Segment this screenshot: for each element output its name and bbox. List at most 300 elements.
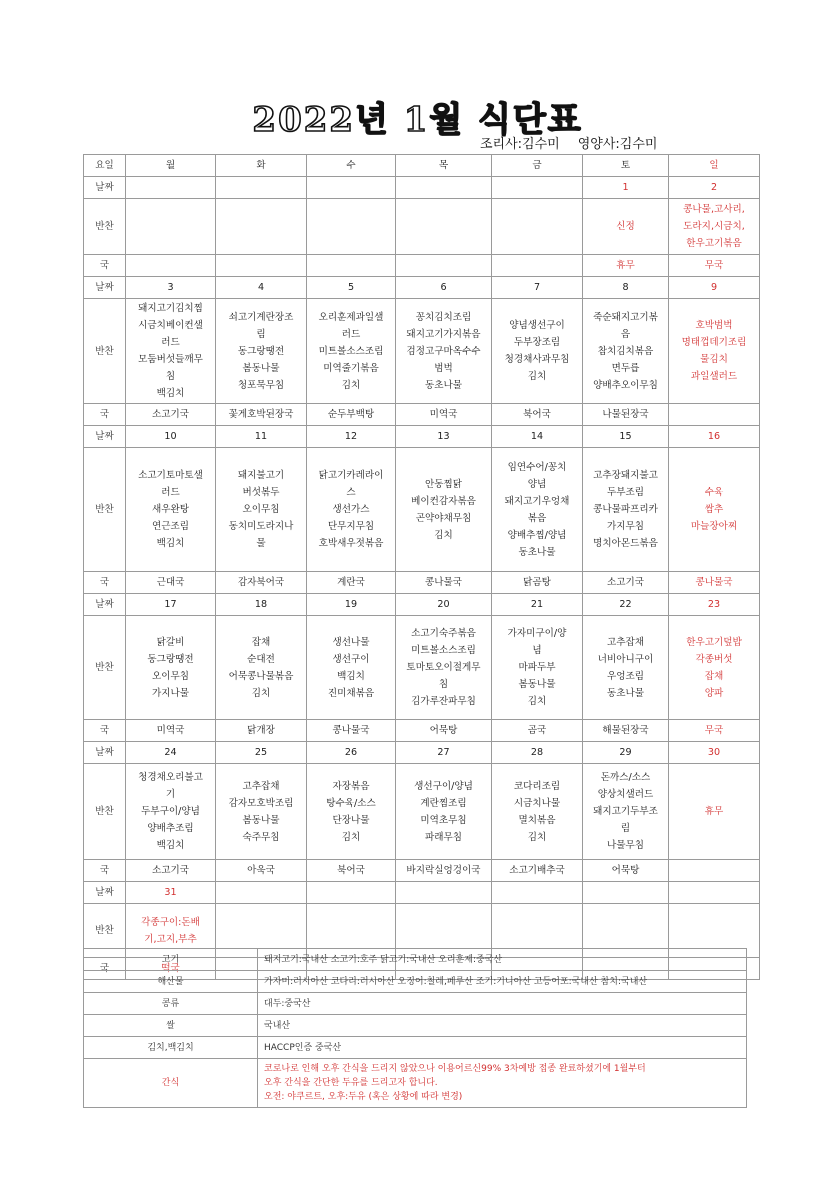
- side-dish-line: 닭갈비: [156, 636, 185, 648]
- side-dish-line: 러드: [161, 337, 180, 348]
- side-dish-line: 생선구이/양념: [414, 780, 473, 792]
- date-cell: 9: [669, 277, 760, 299]
- side-dish-line: 탕수육/소스: [326, 797, 376, 809]
- side-dish-line: 연근조림: [151, 521, 190, 532]
- side-dish-line: 김치: [341, 379, 361, 391]
- date-cell: 20: [396, 594, 492, 616]
- origin-info-line: 오후 간식을 간단한 두유를 드리고자 합니다.: [264, 1078, 438, 1088]
- side-dish-cell: [216, 764, 307, 860]
- origin-info-key: 해산물: [84, 971, 258, 993]
- side-dish-line: 백김치: [337, 670, 365, 682]
- side-dish-line: 계란찜조림: [420, 797, 467, 809]
- soup-cell: [307, 255, 396, 277]
- side-dish-line: 진미채볶음: [327, 687, 375, 699]
- origin-info-row: [84, 971, 747, 993]
- side-dish-cell: [307, 616, 396, 720]
- soup-cell: 곰국: [492, 720, 583, 742]
- side-dish-line: 명태껍데기조림: [681, 337, 747, 348]
- side-dish-line: 쌈추: [704, 504, 724, 515]
- soup-cell: 어묵탕: [396, 720, 492, 742]
- date-row-label: 날짜: [84, 277, 126, 299]
- side-dish-line: 돼지고기두부조: [593, 806, 658, 817]
- side-dish-line: 참치김치볶음: [597, 345, 654, 357]
- date-cell: 14: [492, 426, 583, 448]
- weekday-cell: 금: [492, 155, 583, 177]
- side-dish-line: 청경채오리불고: [138, 772, 203, 783]
- weekday-cell: 월: [126, 155, 216, 177]
- origin-info-key: 고기: [84, 949, 258, 971]
- side-dish-line: 검정고구마옥수수: [406, 345, 481, 357]
- soup-cell: 콩나물국: [396, 572, 492, 594]
- side-dish-cell: [307, 299, 396, 404]
- origin-info-line: 대두:중국산: [264, 998, 311, 1009]
- side-dish-cell: [396, 299, 492, 404]
- side-dish-line: 돈까스/소스: [600, 772, 651, 783]
- date-cell: 18: [216, 594, 307, 616]
- side-dish-row-label: 반찬: [84, 764, 126, 860]
- cook-name: 조리사:김수미: [480, 137, 560, 152]
- side-dish-line: 버섯볶두: [242, 487, 280, 498]
- side-dish-cell: [583, 764, 669, 860]
- menu-table: [83, 154, 760, 980]
- soup-cell: 소고기국: [583, 572, 669, 594]
- side-dish-line: 우엉조림: [606, 670, 645, 682]
- side-dish-line: 가자미구이/양: [507, 628, 567, 639]
- weekday-cell: 일: [669, 155, 760, 177]
- side-dish-line: 감자모호박조림: [228, 797, 294, 809]
- soup-cell: 콩나물국: [307, 720, 396, 742]
- origin-info-line: 오전: 야쿠르트, 오후:두유 (혹은 상황에 따라 변경): [264, 1092, 463, 1102]
- staff-line: [480, 133, 675, 152]
- side-dish-row-label: 반찬: [84, 299, 126, 404]
- side-dish-line: 봄동나물: [242, 362, 280, 374]
- side-dish-cell: [216, 616, 307, 720]
- side-dish-line: 김치: [527, 831, 547, 843]
- date-cell: 25: [216, 742, 307, 764]
- date-cell: 24: [126, 742, 216, 764]
- side-dish-line: 미역초무침: [420, 814, 467, 826]
- side-dish-cell: [669, 764, 760, 860]
- soup-cell: 미역국: [126, 720, 216, 742]
- weekday-header-row: [84, 155, 760, 177]
- side-dish-line: 볶음: [527, 512, 547, 524]
- date-row: [84, 277, 760, 299]
- origin-info-row: [84, 1015, 747, 1037]
- date-cell: 11: [216, 426, 307, 448]
- side-dish-line: 잡채: [704, 670, 724, 682]
- side-dish-cell: [583, 616, 669, 720]
- side-dish-line: 호박범벅: [695, 320, 733, 331]
- soup-cell: [216, 255, 307, 277]
- side-dish-cell: [126, 764, 216, 860]
- soup-row-label: 국: [84, 404, 126, 426]
- side-dish-line: 양배추오이무침: [593, 379, 658, 391]
- side-dish-line: 김치: [251, 687, 271, 699]
- side-dish-line: 동그랑땡전: [147, 653, 194, 665]
- origin-info-line: 국내산: [264, 1020, 291, 1031]
- origin-info-line: HACCP인증 중국산: [264, 1042, 342, 1053]
- nutritionist-name: 영양사:김수미: [577, 137, 658, 152]
- side-dish-line: 오이무침: [242, 504, 280, 515]
- weekday-cell: 화: [216, 155, 307, 177]
- side-dish-row: [84, 299, 760, 404]
- weekday-cell: 목: [396, 155, 492, 177]
- side-dish-line: 양파: [704, 687, 724, 699]
- origin-info-value: [258, 1037, 747, 1059]
- soup-cell: 북어국: [307, 860, 396, 882]
- side-dish-line: 파래무침: [424, 831, 463, 843]
- origin-info-key: 콩류: [84, 993, 258, 1015]
- date-row-label: 날짜: [84, 426, 126, 448]
- side-dish-line: 한우고기볶음: [686, 238, 742, 249]
- side-dish-line: 양배추찜/양념: [507, 529, 567, 541]
- side-dish-line: 자장볶음: [332, 780, 370, 792]
- weekday-cell: 토: [583, 155, 669, 177]
- date-cell: 29: [583, 742, 669, 764]
- side-dish-line: 양배추조림: [147, 823, 194, 834]
- soup-cell: 닭개장: [216, 720, 307, 742]
- soup-row: [84, 720, 760, 742]
- side-dish-line: 두부조림: [606, 487, 645, 498]
- side-dish-line: 두부장조림: [513, 337, 561, 348]
- soup-cell: [669, 404, 760, 426]
- side-dish-line: 잡채: [251, 636, 271, 648]
- side-dish-line: 소고기숙주볶음: [411, 628, 476, 639]
- date-cell: [307, 882, 396, 904]
- date-cell: [396, 177, 492, 199]
- soup-cell: 감자북어국: [216, 572, 307, 594]
- side-dish-row-label: 반찬: [84, 616, 126, 720]
- side-dish-line: 코다리조림: [513, 780, 561, 792]
- side-dish-line: 미역줄기볶음: [323, 362, 379, 374]
- side-dish-line: 림: [256, 328, 266, 340]
- side-dish-line: 김치: [434, 529, 453, 541]
- side-dish-line: 마파두부: [518, 662, 556, 673]
- soup-cell: 나물된장국: [583, 404, 669, 426]
- date-cell: 22: [583, 594, 669, 616]
- side-dish-cell: [307, 764, 396, 860]
- side-dish-cell: [396, 764, 492, 860]
- side-dish-cell: [396, 448, 492, 572]
- date-cell: 3: [126, 277, 216, 299]
- origin-info-row: [84, 1037, 747, 1059]
- side-dish-cell: [126, 448, 216, 572]
- date-cell: 27: [396, 742, 492, 764]
- side-dish-line: 단무지무침: [327, 521, 375, 532]
- side-dish-cell: [396, 616, 492, 720]
- side-dish-line: 명치아몬드볶음: [593, 538, 658, 549]
- side-dish-line: 념: [532, 645, 542, 656]
- side-dish-line: 물김치: [700, 354, 728, 365]
- side-dish-line: 동초나물: [424, 379, 463, 391]
- date-cell: 17: [126, 594, 216, 616]
- origin-info-value: [258, 949, 747, 971]
- date-cell: 26: [307, 742, 396, 764]
- side-dish-line: 토마토오이절게무: [406, 662, 481, 673]
- side-dish-line: 가지무침: [606, 521, 645, 532]
- side-dish-line: 러드: [161, 487, 180, 498]
- side-dish-row-label: 반찬: [84, 448, 126, 572]
- origin-info-key: 김치,백김치: [84, 1037, 258, 1059]
- side-dish-line: 오리훈제과일샐: [318, 311, 384, 323]
- side-dish-line: 침: [165, 371, 176, 382]
- soup-cell: [669, 860, 760, 882]
- side-dish-line: 수육: [704, 487, 724, 498]
- date-cell: [583, 882, 669, 904]
- side-dish-cell: [583, 448, 669, 572]
- side-dish-line: 휴무: [704, 806, 724, 817]
- side-dish-line: 림: [620, 823, 631, 834]
- date-row: [84, 742, 760, 764]
- side-dish-line: 콩나물,고사리,: [683, 204, 745, 215]
- origin-info-value: [258, 1015, 747, 1037]
- side-dish-line: 김치: [527, 696, 547, 707]
- date-cell: 16: [669, 426, 760, 448]
- date-cell: [396, 882, 492, 904]
- side-dish-line: 백김치: [156, 840, 185, 851]
- soup-cell: 순두부백탕: [307, 404, 396, 426]
- soup-cell: 어묵탕: [583, 860, 669, 882]
- side-dish-line: 동그랑땡전: [237, 345, 285, 357]
- side-dish-line: 어묵콩나물볶음: [228, 670, 294, 682]
- origin-info-value: [258, 1059, 747, 1108]
- side-dish-line: 김가루잔파무침: [411, 696, 476, 707]
- side-dish-row: [84, 199, 760, 255]
- date-cell: [307, 177, 396, 199]
- side-dish-cell: [669, 299, 760, 404]
- date-cell: 5: [307, 277, 396, 299]
- date-cell: [492, 882, 583, 904]
- date-cell: [126, 177, 216, 199]
- origin-info-value: [258, 971, 747, 993]
- origin-info-table: [83, 948, 747, 1108]
- soup-row-label: 국: [84, 958, 126, 980]
- side-dish-line: 스: [346, 487, 356, 498]
- side-dish-line: 김치: [341, 831, 361, 843]
- page-title: 2022년 1월 식단표: [252, 100, 583, 140]
- soup-cell: 소고기배추국: [492, 860, 583, 882]
- side-dish-line: 생선나물: [332, 636, 370, 648]
- side-dish-line: 동초나물: [606, 687, 645, 699]
- side-dish-line: 각종구이:돈배: [141, 916, 200, 928]
- side-dish-line: 베이컨감자볶음: [411, 495, 476, 507]
- side-dish-cell: [126, 299, 216, 404]
- date-row-label: 날짜: [84, 742, 126, 764]
- side-dish-cell: [492, 764, 583, 860]
- side-dish-line: 고추장돼지불고: [593, 470, 658, 481]
- soup-cell: 아욱국: [216, 860, 307, 882]
- side-dish-line: 돼지고기가지볶음: [406, 328, 481, 340]
- date-cell: [216, 177, 307, 199]
- date-row: [84, 882, 760, 904]
- date-cell: 1: [583, 177, 669, 199]
- date-cell: [669, 882, 760, 904]
- soup-row: [84, 860, 760, 882]
- side-dish-cell: [492, 448, 583, 572]
- side-dish-line: 범벅: [434, 362, 453, 374]
- date-cell: 19: [307, 594, 396, 616]
- date-cell: 21: [492, 594, 583, 616]
- side-dish-line: 미트볼소스조림: [411, 645, 476, 656]
- date-row-label: 날짜: [84, 177, 126, 199]
- soup-cell: 소고기국: [126, 860, 216, 882]
- date-cell: 15: [583, 426, 669, 448]
- soup-cell: 북어국: [492, 404, 583, 426]
- side-dish-line: 고추잡채: [242, 780, 280, 792]
- side-dish-cell: [669, 448, 760, 572]
- side-dish-cell: [216, 299, 307, 404]
- side-dish-line: 단장나물: [332, 814, 370, 826]
- date-cell: 31: [126, 882, 216, 904]
- side-dish-line: 돼지고기김치찜: [138, 303, 203, 314]
- side-dish-line: 백김치: [156, 388, 185, 399]
- side-dish-line: 미트볼소스조림: [318, 345, 384, 357]
- weekday-label: 요일: [84, 155, 126, 177]
- soup-row-label: 국: [84, 572, 126, 594]
- date-cell: 30: [669, 742, 760, 764]
- side-dish-line: 생선구이: [332, 653, 370, 665]
- side-dish-line: 봄동나물: [518, 679, 556, 690]
- side-dish-line: 쇠고기계란장조: [228, 311, 294, 323]
- side-dish-line: 봄동나물: [242, 814, 280, 826]
- origin-info-value: [258, 993, 747, 1015]
- side-dish-line: 모둠버섯들깨무: [138, 354, 203, 365]
- soup-row-label: 국: [84, 720, 126, 742]
- side-dish-cell: [126, 616, 216, 720]
- side-dish-line: 생선가스: [332, 504, 370, 515]
- origin-info-row: [84, 949, 747, 971]
- side-dish-line: 숙주무침: [242, 831, 280, 843]
- side-dish-line: 소고기토마토샐: [138, 470, 203, 481]
- side-dish-line: 청경채사과무침: [504, 354, 570, 365]
- side-dish-cell: [492, 616, 583, 720]
- date-row: [84, 594, 760, 616]
- side-dish-cell: [307, 199, 396, 255]
- soup-cell: 소고기국: [126, 404, 216, 426]
- soup-cell: 떡국: [126, 958, 216, 980]
- side-dish-line: 러드: [341, 328, 361, 340]
- side-dish-row: [84, 448, 760, 572]
- side-dish-cell: [583, 199, 669, 255]
- side-dish-line: 면두릅: [611, 362, 640, 374]
- side-dish-line: 기,고지,부추: [144, 933, 197, 945]
- side-dish-line: 임연수어/꽁치: [507, 461, 567, 473]
- side-dish-cell: [126, 199, 216, 255]
- side-dish-line: 한우고기덮밥: [686, 636, 742, 648]
- side-dish-line: 새우완탕: [151, 504, 190, 515]
- side-dish-line: 닭고기카레라이: [318, 470, 384, 481]
- side-dish-cell: [492, 199, 583, 255]
- soup-cell: 미역국: [396, 404, 492, 426]
- date-row: [84, 177, 760, 199]
- weekday-cell: 수: [307, 155, 396, 177]
- side-dish-line: 콩나물파프리카: [593, 504, 658, 515]
- side-dish-row: [84, 764, 760, 860]
- soup-cell: [126, 255, 216, 277]
- origin-info-key: 간식: [84, 1059, 258, 1108]
- side-dish-cell: [396, 199, 492, 255]
- side-dish-line: 마늘장아찌: [690, 521, 738, 532]
- soup-row: [84, 255, 760, 277]
- date-cell: 4: [216, 277, 307, 299]
- side-dish-cell: [216, 448, 307, 572]
- soup-cell: 무국: [669, 255, 760, 277]
- soup-row: [84, 572, 760, 594]
- soup-cell: 무국: [669, 720, 760, 742]
- origin-info-row: [84, 993, 747, 1015]
- date-row-label: 날짜: [84, 882, 126, 904]
- date-cell: 6: [396, 277, 492, 299]
- side-dish-cell: [669, 616, 760, 720]
- soup-cell: 계란국: [307, 572, 396, 594]
- side-dish-line: 시금치나물: [513, 797, 561, 809]
- side-dish-line: 너비아니구이: [597, 653, 654, 665]
- soup-row-label: 국: [84, 255, 126, 277]
- side-dish-line: 안동찜닭: [424, 478, 463, 490]
- soup-row: [84, 404, 760, 426]
- date-cell: [216, 882, 307, 904]
- date-cell: 28: [492, 742, 583, 764]
- date-cell: 23: [669, 594, 760, 616]
- soup-row-label: 국: [84, 860, 126, 882]
- side-dish-line: 호박새우젓볶음: [318, 538, 384, 549]
- side-dish-line: 양념: [527, 478, 547, 490]
- side-dish-line: 두부구이/양념: [141, 806, 200, 817]
- date-cell: [492, 177, 583, 199]
- side-dish-line: 돼지고기우엉채: [504, 495, 570, 507]
- side-dish-line: 나물무침: [606, 840, 645, 851]
- soup-cell: 닭곰탕: [492, 572, 583, 594]
- side-dish-line: 김치: [527, 371, 547, 382]
- side-dish-line: 음: [620, 328, 631, 340]
- origin-info-line: 가자미:러시아산 코다리:러시아산 오징어:칠레,페루산 조기:기니아산 고등어포:국내산 참치:국내산: [264, 976, 648, 987]
- side-dish-line: 동초나물: [518, 546, 556, 558]
- side-dish-line: 물: [256, 538, 266, 549]
- date-cell: 8: [583, 277, 669, 299]
- side-dish-line: 신정: [616, 221, 635, 232]
- soup-cell: 콩나물국: [669, 572, 760, 594]
- side-dish-line: 고추잡채: [606, 636, 645, 648]
- soup-cell: [492, 255, 583, 277]
- side-dish-line: 동치미도라지나: [228, 521, 294, 532]
- side-dish-line: 도라지,시금치,: [683, 221, 745, 232]
- side-dish-line: 가지나물: [151, 687, 190, 699]
- side-dish-line: 곤약야채무침: [415, 512, 472, 524]
- date-cell: 2: [669, 177, 760, 199]
- date-cell: 12: [307, 426, 396, 448]
- origin-info-row: [84, 1059, 747, 1108]
- date-cell: 13: [396, 426, 492, 448]
- side-dish-cell: [583, 299, 669, 404]
- side-dish-line: 청포묵무침: [237, 379, 285, 391]
- side-dish-cell: [216, 199, 307, 255]
- soup-cell: [396, 255, 492, 277]
- date-cell: 7: [492, 277, 583, 299]
- side-dish-row: [84, 616, 760, 720]
- side-dish-line: 각종버섯: [695, 653, 733, 665]
- origin-info-line: 돼지고기:국내산 소고기:호주 닭고기:국내산 오리훈제:중국산: [264, 954, 503, 965]
- side-dish-line: 오이무침: [151, 670, 190, 682]
- origin-info-line: 코로나로 인해 오후 간식을 드리지 않았으나 이용어르신99% 3차예방 접종 완료하셨기에 1월부터: [264, 1064, 646, 1074]
- side-dish-cell: [669, 199, 760, 255]
- side-dish-row-label: 반찬: [84, 904, 126, 958]
- side-dish-line: 죽순돼지고기볶: [593, 311, 658, 323]
- side-dish-line: 기: [165, 789, 176, 800]
- side-dish-line: 양상치샐러드: [597, 789, 654, 800]
- soup-cell: 휴무: [583, 255, 669, 277]
- side-dish-line: 과일샐러드: [690, 371, 738, 382]
- soup-cell: 바지락실엉겅이국: [396, 860, 492, 882]
